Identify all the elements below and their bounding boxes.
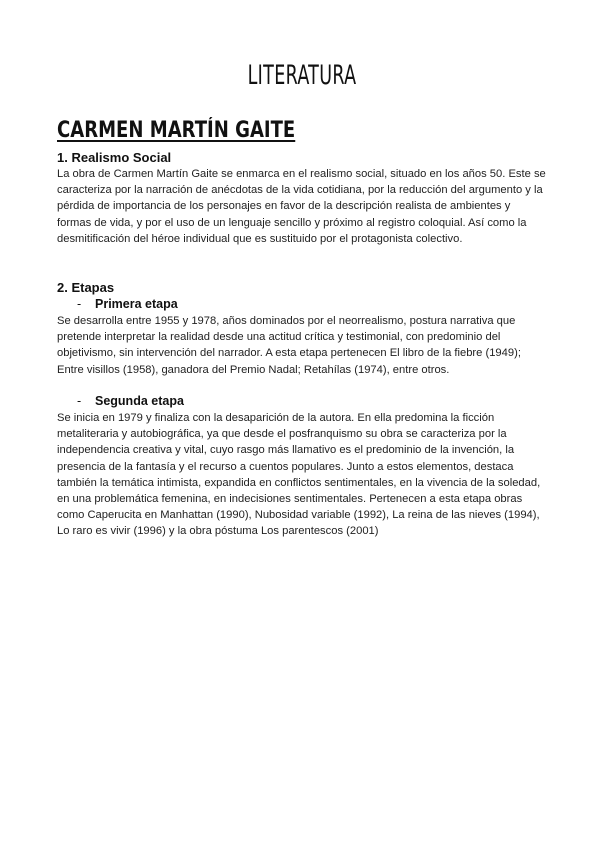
bullet-dash: - xyxy=(77,394,82,408)
bullet-dash: - xyxy=(77,297,82,311)
stage-heading-segunda xyxy=(77,394,184,408)
primera-etapa-paragraph: Se desarrolla entre 1955 y 1978, años dominados por el neorrealismo, postura narrativa que pretende interpretar la realidad desde una actitud crítica y testimonial, con predominio del objetivismo, sin intervención del narrador. A esta etapa pertenecen El libro de la fiebre (1949); Entre visillos (1958), ganadora del Premio Nadal; Retahílas (1974), entre otros. xyxy=(57,315,521,376)
stage-heading-primera xyxy=(77,297,178,311)
stage-name-primera: Primera etapa xyxy=(95,297,178,311)
section-heading-realismo-social: 1. Realismo Social xyxy=(57,150,172,165)
author-heading: CARMEN MARTÍN GAITE xyxy=(57,118,296,143)
section-heading-etapas: 2. Etapas xyxy=(57,280,115,295)
stage-name-segunda: Segunda etapa xyxy=(95,394,184,408)
segunda-etapa-paragraph: Se inicia en 1979 y finaliza con la desaparición de la autora. En ella predomina la ficción metaliteraria y autobiográfica, ya que desde el posfranquismo su obra se caracteriza por la independencia creativa y vital, cuyo rasgo más llamativo es el predominio de la invención, la presencia de la fantasía y el recurso a cuentos populares. Junto a estos elementos, destaca también la temática intimista, expandida en conflictos sentimentales, en la vivencia de la soledad, en una problemática femenina, en indecisiones sentimentales. Pertenecen a esta etapa obras como Caperucita en Manhattan (1990), Nubosidad variable (1992), La reina de las nieves (1994), Lo raro es vivir (1996) y la obra póstuma Los parentescos (2001) xyxy=(57,412,541,538)
document-title: LITERATURA xyxy=(247,60,357,91)
realismo-social-paragraph: La obra de Carmen Martín Gaite se enmarca en el realismo social, situado en los años 50. Este se caracteriza por la narración de anécdotas de la vida cotidiana, por la reducción del argumento y la pérdida de importancia de los personajes en favor de la descripción realista de ambientes y formas de vida, y por el uso de un lenguaje sencillo y próximo al registro coloquial. Así como la desmitificación del héroe individual que es sustituido por el protagonista colectivo. xyxy=(57,168,546,245)
